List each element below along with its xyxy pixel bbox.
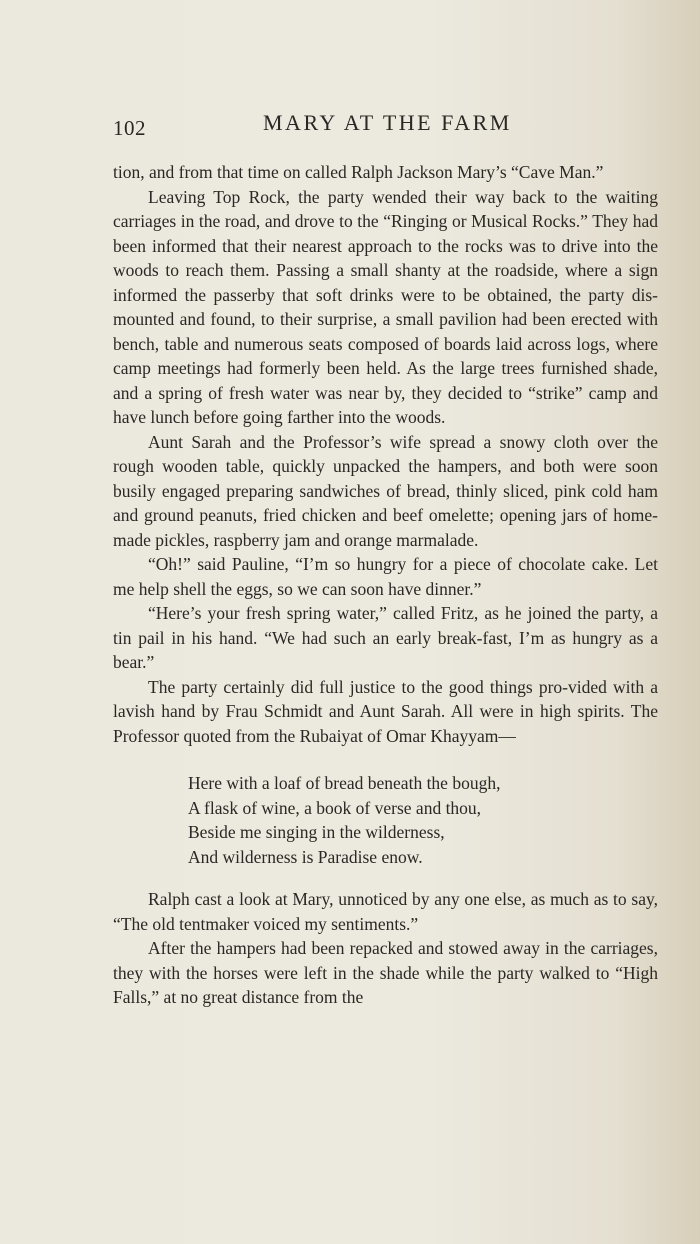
- paragraph: Leaving Top Rock, the party wended their way back to the waiting carriages in the road, and drove to the “Ringing or Musical Rocks.” They had been informed that their nearest approach to the rocks was to drive into the woods to reach them. Passing a small shanty at the roadside, where a sign informed the passerby that soft drinks were to be obtained, the party dis-mounted and found, to their surprise, a small pavilion had been erected with bench, table and numerous seats composed of boards laid across logs, where camp meetings had formerly been held. As the large trees furnished shade, and a spring of fresh water was near by, they decided to “strike” camp and have lunch before going farther into the woods.: [113, 186, 658, 427]
- page-number: 102: [113, 116, 146, 140]
- poem-line: Beside me singing in the wilderness,: [188, 822, 445, 842]
- poem-line: And wilderness is Paradise enow.: [188, 846, 423, 867]
- running-title: MARY AT THE FARM: [263, 110, 512, 135]
- poem-quotation: [188, 771, 658, 869]
- poem-line: Here with a loaf of bread beneath the bough,: [188, 773, 501, 793]
- paragraph: The party certainly did full justice to the good things pro-vided with a lavish hand by Frau Schmidt and Aunt Sarah. All were in high spirits. The Professor quoted from the Rubaiyat of Omar Khayyam—: [113, 676, 658, 746]
- poem-line: A flask of wine, a book of verse and thou,: [188, 797, 482, 818]
- paragraph: Ralph cast a look at Mary, unnoticed by any one else, as much as to say, “The old tentmaker voiced my sentiments.”: [113, 889, 658, 934]
- paragraph: “Here’s your fresh spring water,” called Fritz, as he joined the party, a tin pail in his hand. “We had such an early break-fast, I’m as hungry as a bear.”: [113, 603, 658, 672]
- paragraph: tion, and from that time on called Ralph Jackson Mary’s “Cave Man.”: [113, 162, 604, 182]
- body-text: [113, 160, 658, 1010]
- paragraph: “Oh!” said Pauline, “I’m so hungry for a piece of chocolate cake. Let me help shell the eggs, so we can soon have dinner.”: [113, 554, 658, 599]
- paragraph: Aunt Sarah and the Professor’s wife spread a snowy cloth over the rough wooden table, quickly unpacked the hampers, and both were soon busily engaged preparing sandwiches of bread, thinly sliced, pink cold ham and ground peanuts, fried chicken and beef omelette; opening jars of home-made pickles, raspberry jam and orange marmalade.: [113, 431, 658, 550]
- page-header: [113, 110, 653, 140]
- paragraph: After the hampers had been repacked and stowed away in the carriages, they with the horses were left in the shade while the party walked to “High Falls,” at no great distance from the: [113, 938, 658, 1007]
